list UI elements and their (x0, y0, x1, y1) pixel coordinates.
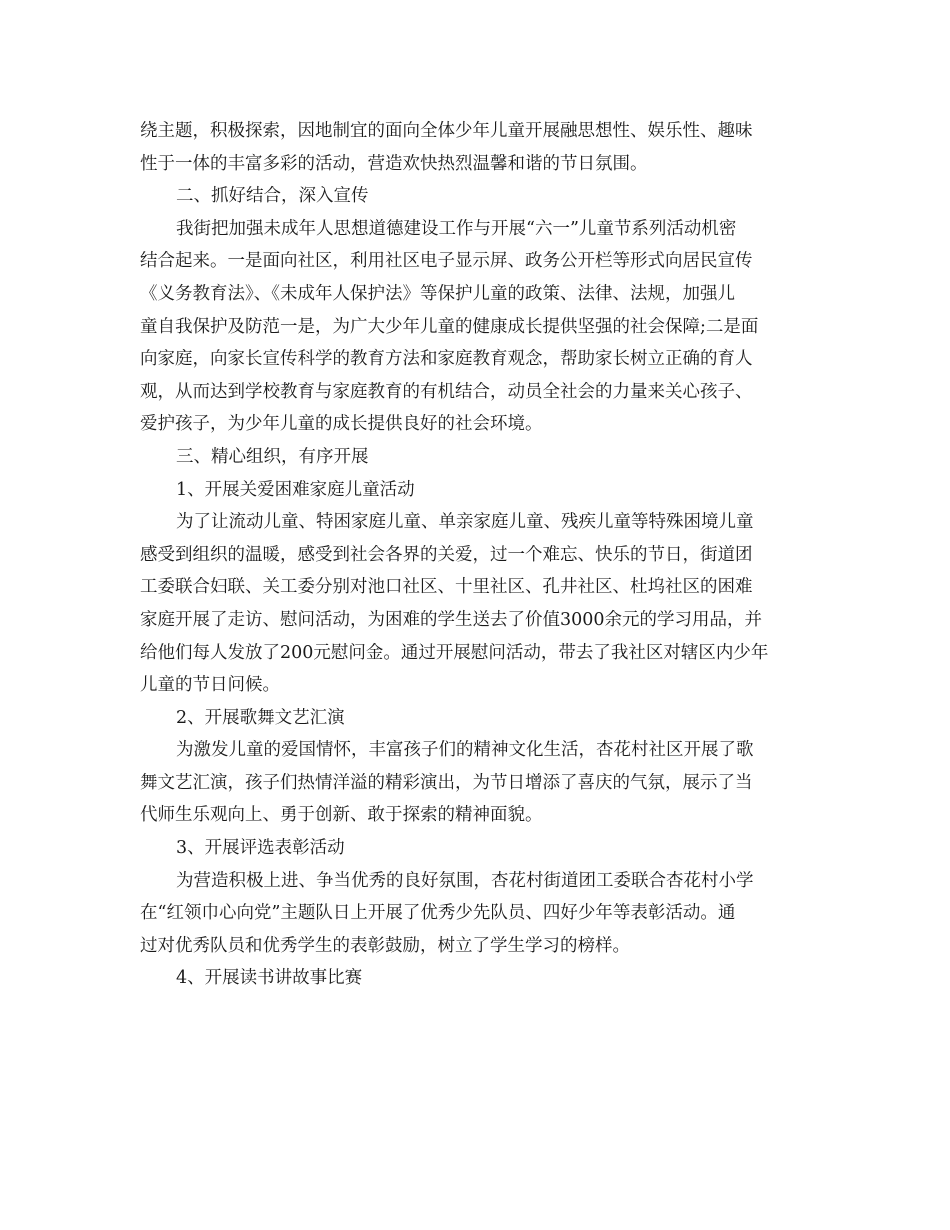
text-line: 2、开展歌舞文艺汇演 (176, 707, 345, 728)
text-line: 过对优秀队员和优秀学生的表彰鼓励，树立了学生学习的榜样。 (140, 935, 630, 956)
text-line: 感受到组织的温暖，感受到社会各界的关爱，过一个难忘、快乐的节日，街道团 (140, 544, 753, 565)
text-line: 儿童的节日问候。 (140, 675, 280, 696)
text-line: 二、抓好结合，深入宣传 (176, 186, 369, 207)
text-line: 三、精心组织，有序开展 (176, 446, 369, 467)
text-line: 工委联合妇联、关工委分别对池口社区、十里社区、孔井社区、杜坞社区的困难 (140, 577, 753, 598)
text-line: 《义务教育法》、《未成年人保护法》等保护儿童的政策、法律、法规，加强儿 (140, 283, 735, 304)
text-line: 爱护孩子，为少年儿童的成长提供良好的社会环境。 (140, 414, 543, 435)
text-line: 我街把加强未成年人思想道德建设工作与开展“六一”儿童节系列活动机密 (176, 218, 737, 239)
text-line: 性于一体的丰富多彩的活动，营造欢快热烈温馨和谐的节日氛围。 (140, 153, 648, 174)
text-line: 向家庭，向家长宣传科学的教育方法和家庭教育观念，帮助家长树立正确的育人 (140, 349, 753, 370)
text-line: 童自我保护及防范一是，为广大少年儿童的健康成长提供坚强的社会保障;二是面 (140, 316, 759, 337)
text-line: 家庭开展了走访、慰问活动，为困难的学生送去了价值3000余元的学习用品，并 (140, 609, 763, 630)
text-line: 代师生乐观向上、勇于创新、敢于探索的精神面貌。 (140, 805, 543, 826)
text-line: 观，从而达到学校教育与家庭教育的有机结合，动员全社会的力量来关心孩子、 (140, 381, 753, 402)
text-line: 为激发儿童的爱国情怀，丰富孩子们的精神文化生活，杏花村社区开展了歌 (176, 740, 754, 761)
text-line: 为了让流动儿童、特困家庭儿童、单亲家庭儿童、残疾儿童等特殊困境儿童 (176, 512, 754, 533)
text-line: 给他们每人发放了200元慰问金。通过开展慰问活动，带去了我社区对辖区内少年 (140, 642, 769, 663)
text-line: 结合起来。一是面向社区，利用社区电子显示屏、政务公开栏等形式向居民宣传 (140, 251, 753, 272)
text-line: 绕主题，积极探索，因地制宜的面向全体少年儿童开展融思想性、娱乐性、趣味 (140, 121, 753, 141)
text-line: 3、开展评选表彰活动 (176, 838, 345, 859)
text-line: 舞文艺汇演，孩子们热情洋溢的精彩演出，为节日增添了喜庆的气氛，展示了当 (140, 772, 753, 793)
text-line: 1、开展关爱困难家庭儿童活动 (176, 479, 415, 500)
text-line: 4、开展读书讲故事比赛 (176, 968, 363, 989)
document-body (140, 115, 820, 995)
text-line: 为营造积极上进、争当优秀的良好氛围，杏花村街道团工委联合杏花村小学 (176, 870, 754, 891)
text-line: 在“红领巾心向党”主题队日上开展了优秀少先队员、四好少年等表彰活动。通 (140, 903, 736, 924)
